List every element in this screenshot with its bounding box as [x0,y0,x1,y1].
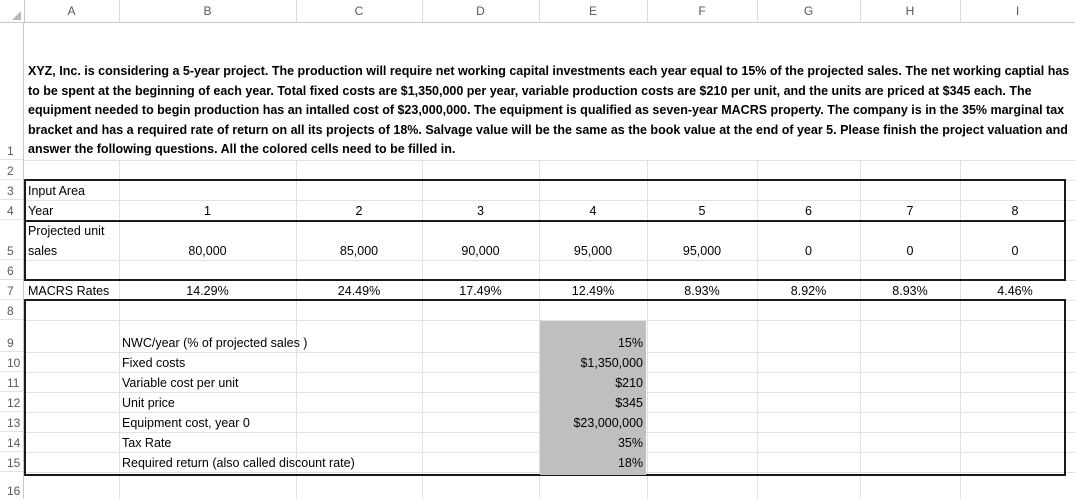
macrs-rate-cell[interactable]: 8.93% [684,284,720,298]
column-header-b[interactable]: B [119,0,297,23]
row-header-3[interactable]: 3 [0,180,23,200]
column-header-a[interactable]: A [24,0,120,23]
param-value-fixed-costs[interactable]: $1,350,000 [580,356,643,370]
param-value-equipment-cost[interactable]: $23,000,000 [573,416,643,430]
row-header-13[interactable]: 13 [0,412,23,432]
unit-sales-cell[interactable]: 95,000 [573,244,613,258]
unit-sales-label-line2: sales [28,244,58,258]
year-cell[interactable]: 5 [698,204,706,218]
macrs-label: MACRS Rates [28,284,110,298]
row-header-bar [0,23,24,499]
unit-sales-cell[interactable]: 0 [1011,244,1019,258]
macrs-rate-cell[interactable]: 8.93% [892,284,928,298]
column-header-e[interactable]: E [539,0,648,23]
macrs-rate-cell[interactable]: 14.29% [186,284,229,298]
year-cell[interactable]: 4 [589,204,597,218]
year-label: Year [28,204,54,218]
column-header-f[interactable]: F [647,0,758,23]
param-value-nwc[interactable]: 15% [617,336,643,350]
row-header-16[interactable]: 16 [7,484,21,498]
param-value-tax-rate[interactable]: 35% [617,436,643,450]
macrs-rate-cell[interactable]: 12.49% [571,284,615,298]
param-label-tax-rate: Tax Rate [122,436,172,450]
year-cell[interactable]: 2 [355,204,363,218]
row-header-15[interactable]: 15 [0,452,23,472]
unit-sales-label-line1: Projected unit [28,224,105,238]
year-cell[interactable]: 1 [204,204,211,218]
row-header-12[interactable]: 12 [0,392,23,412]
param-value-unit-price[interactable]: $345 [615,396,643,410]
row-header-7[interactable]: 7 [0,280,23,300]
row-header-10[interactable]: 10 [0,352,23,372]
macrs-rate-cell[interactable]: 24.49% [337,284,381,298]
column-header-i[interactable]: I [1015,4,1020,18]
input-area-title: Input Area [28,184,85,198]
column-header-bar [0,0,1075,23]
year-cell[interactable]: 8 [1011,204,1019,218]
row-header-6[interactable]: 6 [0,260,23,280]
macrs-rate-cell[interactable]: 17.49% [459,284,502,298]
unit-sales-cell[interactable]: 90,000 [461,244,500,258]
year-cell[interactable]: 7 [906,204,914,218]
row-header-2[interactable]: 2 [0,160,23,180]
year-cell[interactable]: 3 [477,204,484,218]
unit-sales-cell[interactable]: 80,000 [188,244,227,258]
param-value-required-return[interactable]: 18% [617,456,643,470]
row-header-14[interactable]: 14 [0,432,23,452]
row-header-8[interactable]: 8 [0,300,23,320]
year-cell[interactable]: 6 [805,204,812,218]
macrs-rate-cell[interactable]: 4.46% [997,284,1033,298]
unit-sales-cell[interactable]: 95,000 [682,244,722,258]
param-label-nwc: NWC/year (% of projected sales ) [122,336,308,350]
row-header-9[interactable]: 9 [0,320,23,352]
param-label-required-return: Required return (also called discount rate) [122,456,355,470]
row-header-11[interactable]: 11 [0,372,23,392]
problem-statement[interactable]: XYZ, Inc. is considering a 5-year project. The production will require net working capital investments each year equal to 15% of the projected sales. The net working captial has to be spent at the beginning of each year. Total fixed costs are $1,350,000 per year, variable production costs are $210 per unit, and the units are priced at $345 each. The equipment needed to begin production has an intalled cost of $23,000,000. The equipment is qualified as seven-year MACRS property. The company is in the 35% marginal tax bracket and has a required rate of return on all its projects of 18%. Salvage value will be the same as the book value at the end of year 5. Please finish the project valuation and answer the following questions. All the colored cells need to be filled in. [28,64,1070,157]
row-header-1[interactable]: 1 [0,23,23,160]
column-header-h[interactable]: H [860,0,961,23]
select-all-corner[interactable] [0,0,25,23]
column-header-c[interactable]: C [296,0,423,23]
column-header-g[interactable]: G [757,0,861,23]
param-label-unit-price: Unit price [122,396,175,410]
param-label-fixed-costs: Fixed costs [122,356,186,370]
param-value-variable-cost[interactable]: $210 [615,376,643,390]
macrs-rate-cell[interactable]: 8.92% [790,284,827,298]
column-header-d[interactable]: D [422,0,540,23]
param-label-equipment-cost: Equipment cost, year 0 [122,416,250,430]
row-header-5[interactable]: 5 [0,220,23,260]
unit-sales-cell[interactable]: 0 [805,244,812,258]
param-label-variable-cost: Variable cost per unit [122,376,239,390]
unit-sales-cell[interactable]: 0 [906,244,914,258]
row-header-4[interactable]: 4 [0,200,23,220]
unit-sales-cell[interactable]: 85,000 [339,244,379,258]
